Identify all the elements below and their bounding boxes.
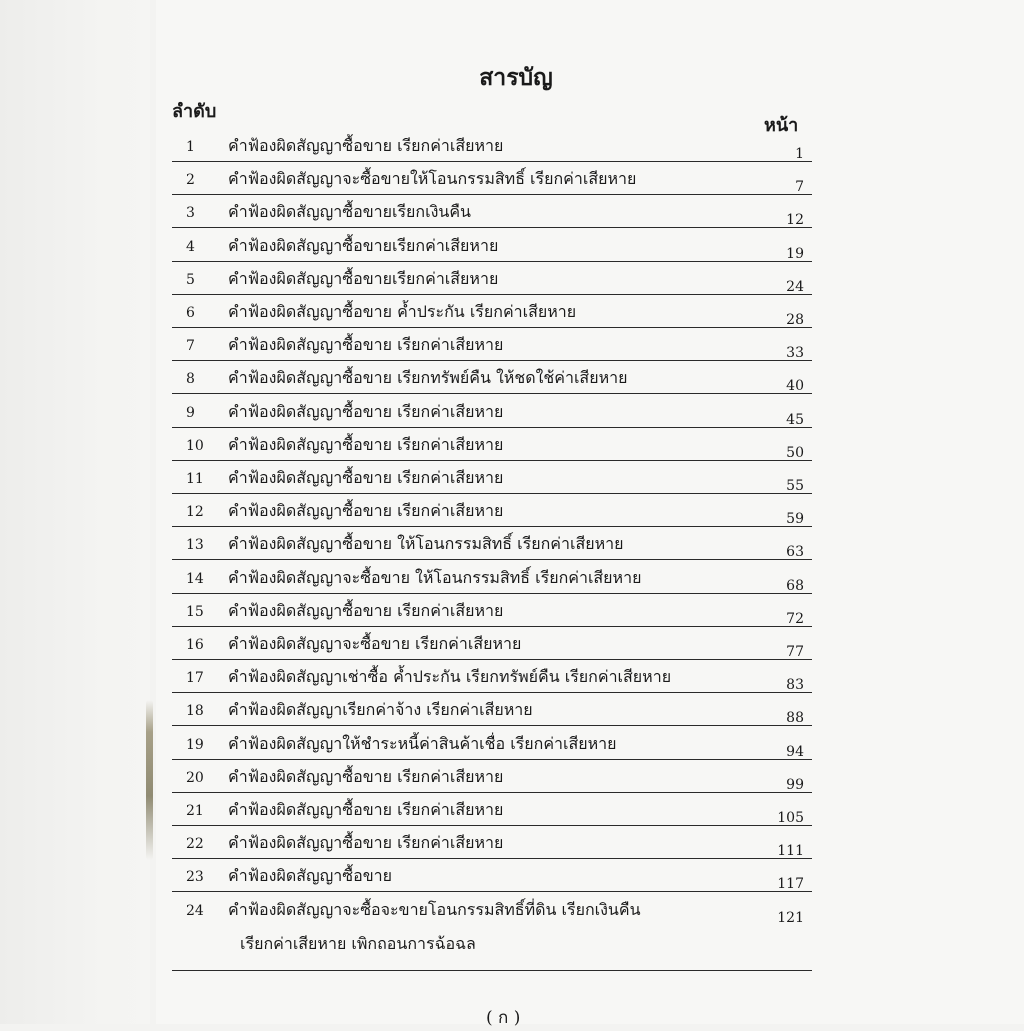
toc-entry [172, 659, 812, 692]
entry-title: คำฟ้องผิดสัญญาซื้อขาย ค้ำประกัน เรียกค่าเสียหาย [228, 302, 577, 321]
entry-number: 15 [186, 603, 204, 620]
entry-number: 4 [186, 238, 195, 255]
binding-shadow [146, 700, 153, 860]
entry-number: 7 [186, 338, 195, 355]
entry-page-number: 121 [777, 909, 804, 926]
entry-title: คำฟ้องผิดสัญญาซื้อขายเรียกเงินคืน [228, 202, 471, 222]
entry-title: คำฟ้องผิดสัญญาซื้อขาย เรียกทรัพย์คืน ให้ชดใช้ค่าเสียหาย [228, 368, 628, 388]
toc-entry [172, 128, 812, 161]
entry-page-number: 117 [777, 876, 804, 893]
entry-page-number: 59 [786, 511, 804, 528]
entry-page-number: 1 [795, 146, 804, 162]
toc-entry [172, 526, 812, 559]
entry-title: คำฟ้องผิดสัญญาให้ชำระหนี้ค่าสินค้าเชื่อ เรียกค่าเสียหาย [228, 733, 617, 753]
entry-number: 6 [186, 305, 195, 321]
toc-entry [172, 692, 812, 725]
entry-title: คำฟ้องผิดสัญญาซื้อขาย เรียกค่าเสียหาย [228, 434, 504, 454]
entry-page-number: 50 [786, 444, 804, 461]
entry-page-number: 55 [786, 478, 804, 494]
entry-title: คำฟ้องผิดสัญญาซื้อขาย เรียกค่าเสียหาย [228, 600, 504, 620]
toc-entry [172, 593, 812, 626]
entry-number: 2 [186, 172, 195, 189]
toc-entry [172, 493, 812, 526]
order-column-label: ลำดับ [172, 101, 217, 122]
entry-title: คำฟ้องผิดสัญญาเช่าซื้อ ค้ำประกัน เรียกทรัพย์คืน เรียกค่าเสียหาย [228, 667, 672, 687]
entry-title: คำฟ้องผิดสัญญาซื้อขายเรียกค่าเสียหาย [228, 235, 499, 255]
toc-entry [172, 825, 812, 858]
entry-number: 3 [186, 205, 195, 222]
entry-title: คำฟ้องผิดสัญญาซื้อขายเรียกค่าเสียหาย [228, 268, 499, 288]
entry-page-number: 68 [786, 577, 804, 594]
entry-page-number: 83 [786, 677, 804, 694]
entry-title: คำฟ้องผิดสัญญาจะซื้อขาย ให้โอนกรรมสิทธิ์ เรียกค่าเสียหาย [228, 567, 642, 587]
entry-page-number: 7 [795, 179, 804, 196]
entry-page-number: 111 [777, 843, 804, 860]
entry-number: 17 [186, 670, 204, 687]
toc-entry [172, 560, 812, 593]
toc-entry [172, 327, 812, 360]
entry-page-number: 77 [786, 644, 804, 660]
entry-page-number: 72 [786, 610, 804, 627]
table-bottom-line [172, 970, 812, 971]
entry-page-number: 24 [786, 278, 804, 295]
toc-entry [172, 460, 812, 493]
entry-number: 24 [186, 902, 204, 919]
entry-page-number: 105 [777, 810, 804, 826]
toc-entry [172, 759, 812, 792]
entry-number: 19 [186, 736, 204, 753]
toc-entry [172, 726, 812, 759]
toc-entry [172, 394, 812, 427]
entry-number: 13 [186, 537, 204, 554]
entry-page-number: 99 [786, 776, 804, 793]
toc-entry [172, 261, 812, 294]
entry-number: 16 [186, 637, 204, 653]
entry-number: 5 [186, 271, 195, 288]
scan-margin [0, 0, 150, 1024]
entry-title: คำฟ้องผิดสัญญาซื้อขาย เรียกค่าเสียหาย [228, 501, 504, 521]
entry-page-number: 88 [786, 710, 804, 727]
entry-title: คำฟ้องผิดสัญญาซื้อขาย เรียกค่าเสียหาย [228, 401, 504, 421]
entry-title: คำฟ้องผิดสัญญาซื้อขาย เรียกค่าเสียหาย [228, 800, 504, 819]
entry-number: 1 [186, 139, 195, 155]
toc-entry [172, 427, 812, 460]
entry-number: 8 [186, 371, 195, 388]
toc-entry [172, 360, 812, 393]
entry-number: 20 [186, 769, 204, 786]
toc-entry [172, 228, 812, 261]
entry-page-number: 45 [786, 411, 804, 428]
entry-number: 10 [186, 437, 204, 454]
toc-entry [172, 194, 812, 227]
toc-entry [172, 892, 812, 970]
page-title: สารบัญ [479, 64, 553, 91]
entry-title: คำฟ้องผิดสัญญาเรียกค่าจ้าง เรียกค่าเสียหาย [228, 700, 533, 720]
entry-page-number: 28 [786, 312, 804, 328]
entry-number: 22 [186, 836, 204, 853]
toc-entry [172, 626, 812, 659]
entry-title: คำฟ้องผิดสัญญาซื้อขาย เรียกค่าเสียหาย [228, 468, 504, 487]
entry-number: 11 [186, 471, 204, 487]
entry-title: คำฟ้องผิดสัญญาซื้อขาย [228, 866, 392, 886]
entry-title: คำฟ้องผิดสัญญาจะซื้อขายให้โอนกรรมสิทธิ์ เรียกค่าเสียหาย [228, 169, 637, 189]
toc-entry [172, 294, 812, 327]
entry-title-continued: เรียกค่าเสียหาย เพิกถอนการฉ้อฉล [240, 933, 476, 953]
entry-title: คำฟ้องผิดสัญญาซื้อขาย เรียกค่าเสียหาย [228, 766, 504, 786]
entry-page-number: 40 [786, 378, 804, 395]
entry-page-number: 19 [786, 245, 804, 262]
entry-title: คำฟ้องผิดสัญญาจะซื้อจะขายโอนกรรมสิทธิ์ที่ดิน เรียกเงินคืน [228, 899, 641, 919]
entry-number: 9 [186, 404, 195, 421]
page-number-footer: ( ก ) [486, 1008, 521, 1028]
entry-number: 12 [186, 504, 204, 521]
entry-title: คำฟ้องผิดสัญญาซื้อขาย ให้โอนกรรมสิทธิ์ เรียกค่าเสียหาย [228, 534, 624, 554]
entry-number: 14 [186, 570, 204, 587]
entry-number: 21 [186, 803, 204, 819]
entry-page-number: 12 [786, 212, 804, 229]
entry-number: 18 [186, 703, 204, 720]
entry-title: คำฟ้องผิดสัญญาซื้อขาย เรียกค่าเสียหาย [228, 335, 504, 355]
entry-number: 23 [186, 869, 204, 886]
document-page [156, 0, 1024, 1028]
entry-page-number: 33 [786, 345, 804, 362]
entry-page-number: 94 [786, 743, 804, 760]
entry-title: คำฟ้องผิดสัญญาซื้อขาย เรียกค่าเสียหาย [228, 136, 504, 155]
toc-entry [172, 792, 812, 825]
entry-title: คำฟ้องผิดสัญญาซื้อขาย เรียกค่าเสียหาย [228, 833, 504, 853]
toc-table [172, 128, 812, 988]
toc-entry [172, 858, 812, 891]
entry-title: คำฟ้องผิดสัญญาจะซื้อขาย เรียกค่าเสียหาย [228, 634, 522, 653]
toc-entry [172, 161, 812, 194]
page-column-label: หน้า [764, 115, 799, 136]
entry-page-number: 63 [786, 544, 804, 561]
